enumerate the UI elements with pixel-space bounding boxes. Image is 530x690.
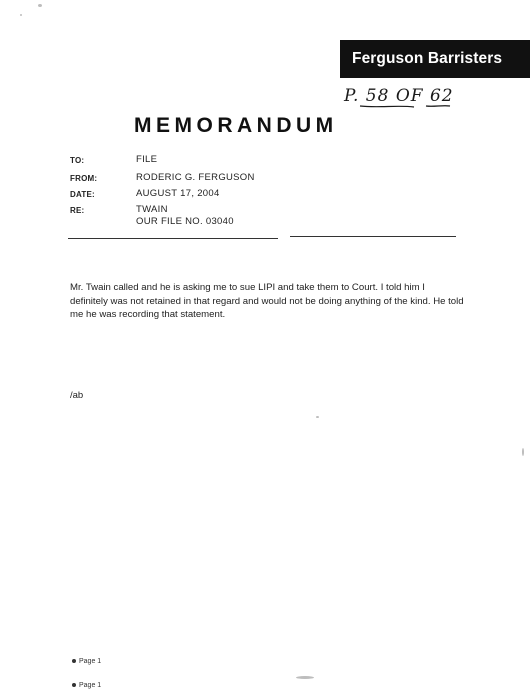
footer-page-text: Page 1 [79,658,102,665]
scan-speck [296,676,314,679]
re-value-line2: OUR FILE NO. 03040 [136,216,234,227]
to-value: FILE [136,154,158,165]
date-label: DATE: [70,190,95,199]
to-label: TO: [70,156,85,165]
memo-body-paragraph: Mr. Twain called and he is asking me to sue LIPI and take them to Court. I told him I definitely was not retained in that regard and would not be doing anything of the kind. He told me he was recording that statement. [70,282,464,320]
scan-speck [38,4,42,7]
typist-initials: /ab [70,390,84,401]
scan-speck [20,14,22,16]
scan-speck [522,448,524,456]
bullet-icon [72,659,76,663]
from-label: FROM: [70,174,98,183]
firm-logo-banner [340,40,530,78]
memo-body [70,281,465,322]
date-value: AUGUST 17, 2004 [136,188,220,199]
re-value-line1: TWAIN [136,204,168,215]
footer-page-text: Page 1 [79,682,102,689]
from-value: RODERIC G. FERGUSON [136,172,255,183]
handwritten-page-note [338,84,456,114]
memo-title: MEMORANDUM [134,114,338,137]
header-divider-right [290,236,456,237]
re-label: RE: [70,206,85,215]
scan-speck [316,416,319,418]
header-divider-left [68,238,278,239]
firm-name: Ferguson Barristers [352,50,503,67]
handwritten-text: P. 58 OF 62 [344,86,454,106]
footer-page-label [72,658,101,665]
footer-page-label [72,682,101,689]
bullet-icon [72,683,76,687]
